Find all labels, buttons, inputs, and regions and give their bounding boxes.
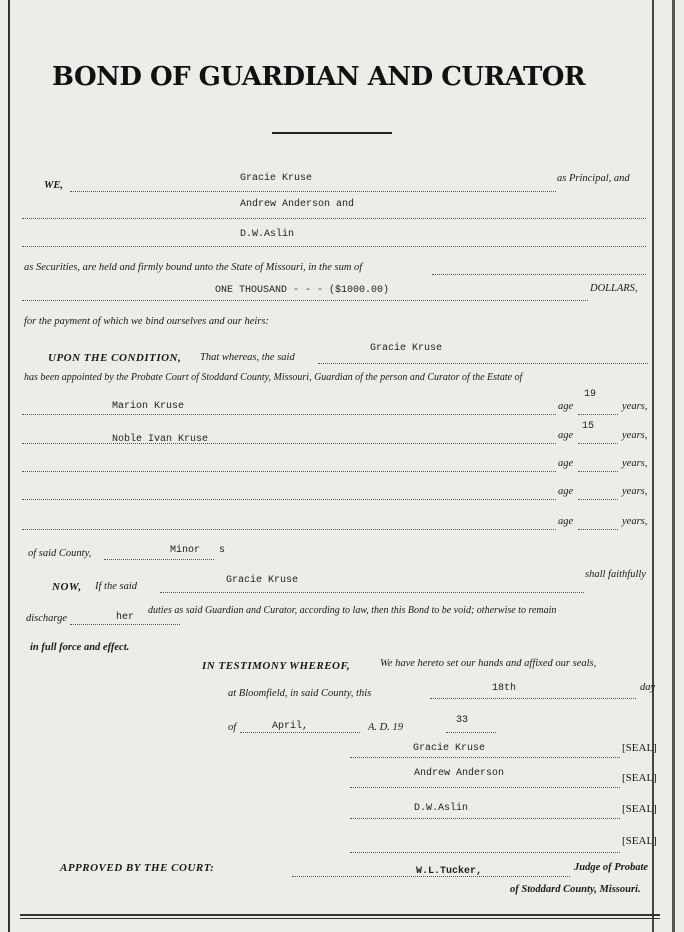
page-edge-outer: [672, 0, 675, 932]
age-label: age: [558, 516, 574, 527]
seal-label: [SEAL]: [622, 772, 657, 784]
county-suffix: s: [219, 545, 226, 556]
security-line-1: [22, 218, 646, 219]
date-month: April,: [272, 721, 309, 732]
condition-line: [318, 363, 648, 364]
years-label: years,: [622, 486, 648, 497]
seal-label: [SEAL]: [622, 835, 657, 847]
minor-name: Noble Ivan Kruse: [112, 434, 209, 445]
testimony-text: We have hereto set our hands and affixed our seals,: [380, 658, 597, 669]
signature-name: D.W.Aslin: [414, 803, 469, 814]
place-suffix: day: [640, 682, 656, 693]
county-line: [104, 559, 214, 560]
security-name-1: Andrew Anderson and: [240, 199, 355, 210]
place-day-line: [430, 698, 636, 699]
county-value: Minor: [170, 545, 201, 556]
appointed-text: has been appointed by the Probate Court of Stoddard County, Missouri, Guardian of the person and Curator of the Estate of: [24, 372, 523, 383]
minor-age: 15: [582, 421, 595, 432]
now-text: If the said: [95, 581, 137, 592]
minor-age: 19: [584, 389, 597, 400]
years-label: years,: [622, 516, 648, 527]
date-month-line: [240, 732, 360, 733]
date-ad-label: A. D. 19: [368, 722, 403, 733]
condition-text: That whereas, the said: [200, 352, 295, 363]
years-label: years,: [622, 458, 648, 469]
date-of-label: of: [228, 722, 237, 733]
judge-title-line2: of Stoddard County, Missouri.: [510, 884, 641, 895]
security-line-2: [22, 246, 646, 247]
security-name-2: D.W.Aslin: [240, 229, 295, 240]
signature-name: Gracie Kruse: [413, 743, 486, 754]
testimony-heading: IN TESTIMONY WHEREOF,: [202, 660, 351, 672]
principal-name: Gracie Kruse: [240, 173, 313, 184]
document-title: BOND OF GUARDIAN AND CURATOR: [52, 62, 586, 92]
full-force-text: in full force and effect.: [30, 642, 130, 653]
minor-name: Marion Kruse: [112, 401, 185, 412]
discharge-line: [70, 624, 180, 625]
seal-label: [SEAL]: [622, 742, 657, 754]
signature-name: Andrew Anderson: [414, 768, 505, 779]
securities-text: as Securities, are held and firmly bound unto the State of Missouri, in the sum of: [24, 262, 363, 273]
place-text: at Bloomfield, in said County, this: [228, 688, 372, 699]
age-label: age: [558, 401, 574, 412]
date-year: 33: [456, 715, 469, 726]
judge-name: W.L.Tucker,: [416, 866, 483, 877]
discharge-pronoun: her: [116, 612, 135, 623]
sum-line-2: [22, 300, 588, 301]
date-year-line: [446, 732, 496, 733]
title-rule: [272, 132, 392, 134]
age-label: age: [558, 486, 574, 497]
years-label: years,: [622, 401, 648, 412]
discharge-text: duties as said Guardian and Curator, according to law, then this Bond to be void; otherwise to remain: [148, 605, 557, 616]
now-suffix: shall faithfully: [585, 569, 646, 580]
approved-label: APPROVED BY THE COURT:: [60, 862, 215, 874]
condition-name: Gracie Kruse: [370, 343, 443, 354]
bottom-rule-thin: [20, 918, 660, 919]
now-label: NOW,: [52, 581, 82, 593]
now-line: [160, 592, 584, 593]
place-day: 18th: [492, 683, 517, 694]
page-edge-right: [652, 0, 654, 932]
principal-suffix: as Principal, and: [557, 173, 630, 184]
sum-line-1: [432, 274, 646, 275]
seal-label: [SEAL]: [622, 803, 657, 815]
discharge-label: discharge: [26, 613, 68, 624]
age-label: age: [558, 430, 574, 441]
payment-text: for the payment of which we bind ourselves and our heirs:: [24, 316, 269, 327]
sum-suffix: DOLLARS,: [590, 283, 638, 294]
principal-line: [70, 191, 556, 192]
bottom-rule: [20, 914, 660, 916]
judge-title-line1: Judge of Probate: [574, 862, 649, 873]
years-label: years,: [622, 430, 648, 441]
we-label: WE,: [44, 180, 63, 191]
sum-amount: ONE THOUSAND - - - ($1000.00): [215, 285, 390, 296]
county-label: of said County,: [28, 548, 92, 559]
condition-heading: UPON THE CONDITION,: [48, 352, 182, 364]
age-label: age: [558, 458, 574, 469]
now-name: Gracie Kruse: [226, 575, 299, 586]
page-edge-left: [8, 0, 10, 932]
